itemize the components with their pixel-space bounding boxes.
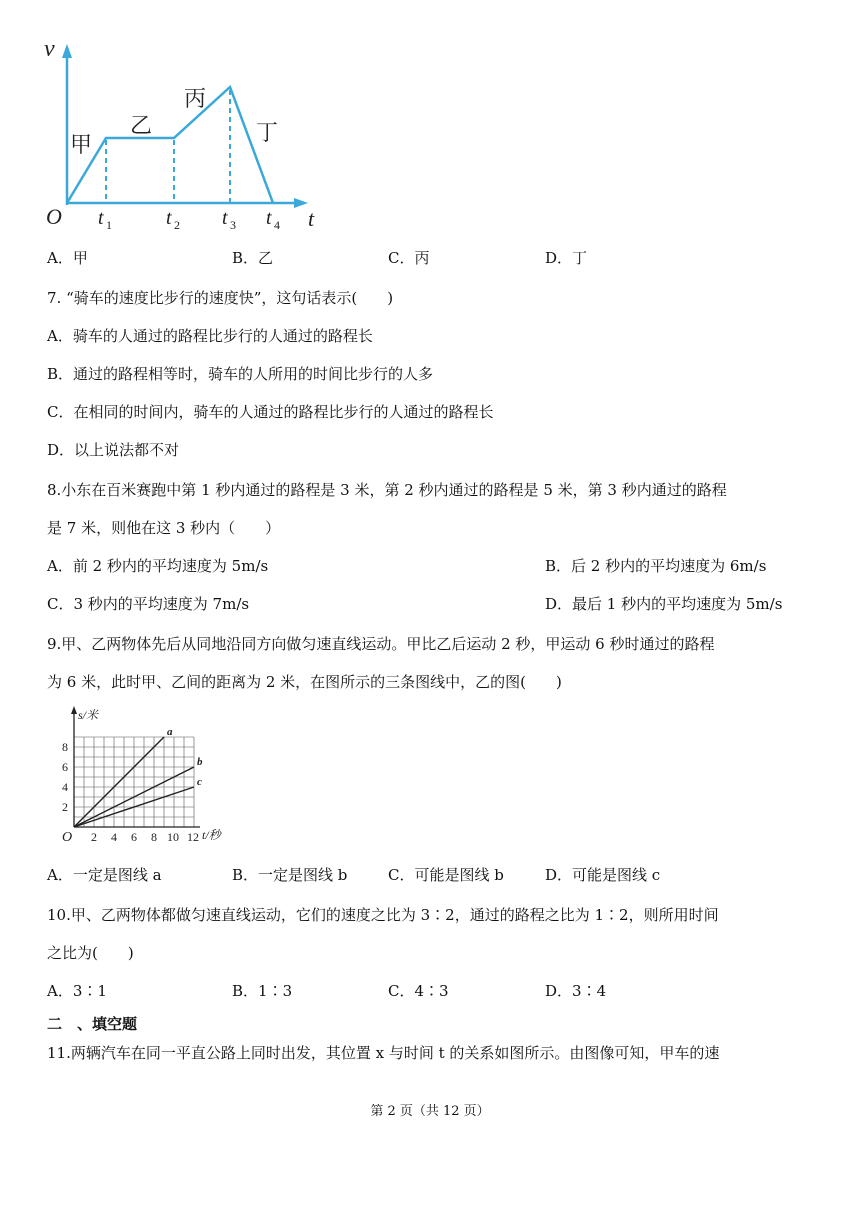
x-tick-label: 10 <box>167 830 179 844</box>
tick-t4 <box>266 207 280 232</box>
origin-label: O <box>46 204 62 229</box>
q9-option-d[interactable]: D．可能是图线 c <box>545 866 661 884</box>
svg-text:t: t <box>222 207 228 229</box>
svg-text:2: 2 <box>174 218 180 232</box>
graph-line-label-c: c <box>197 776 202 789</box>
q10-stem-line1: 10.甲、乙两物体都做匀速直线运动，它们的速度之比为 3∶2，通过的路程之比为 1∶2，则所用时间 <box>47 906 719 924</box>
q8-option-c[interactable]: C．3 秒内的平均速度为 7m/s <box>47 595 250 613</box>
q7-stem: 7. “骑车的速度比步行的速度快”，这句话表示( ) <box>47 289 394 307</box>
s-axis-arrow <box>71 706 77 714</box>
axis-t-label: t <box>308 206 315 231</box>
tick-t2 <box>166 207 180 232</box>
svg-text:t: t <box>166 207 172 229</box>
x-tick-label: 2 <box>91 830 97 844</box>
v-axis-arrow <box>62 44 72 58</box>
q9-option-b[interactable]: B．一定是图线 b <box>232 866 348 884</box>
tick-t3 <box>222 207 236 232</box>
svg-text:4: 4 <box>274 218 280 232</box>
q9-stem-line1: 9.甲、乙两物体先后从同地沿同方向做匀速直线运动。甲比乙后运动 2 秒，甲运动 6 秒时通过的路程 <box>47 635 715 653</box>
svg-text:t: t <box>98 207 104 229</box>
q6-option-b[interactable]: B．乙 <box>232 249 274 267</box>
graph-line-label-a: a <box>167 726 173 738</box>
graph-line-a <box>74 737 164 827</box>
q6-option-a[interactable]: A．甲 <box>47 249 88 267</box>
page-footer: 第 2 页（共 12 页） <box>370 1104 490 1119</box>
q10-option-a[interactable]: A．3∶1 <box>47 982 107 1000</box>
q9-stem-line2: 为 6 米，此时甲、乙间的距离为 2 米，在图所示的三条图线中，乙的图( ) <box>47 673 562 691</box>
origin-label-2: O <box>62 830 73 845</box>
x-tick-label: 4 <box>111 830 117 844</box>
svg-text:3: 3 <box>230 218 236 232</box>
x-tick-label: 8 <box>151 830 157 844</box>
q6-option-d[interactable]: D．丁 <box>545 249 588 267</box>
x-tick-label: 6 <box>131 830 137 844</box>
x-tick-label: 12 <box>187 830 199 844</box>
speed-curve <box>67 87 273 203</box>
q9-option-a[interactable]: A．一定是图线 a <box>47 866 162 884</box>
segment-label-ding: 丁 <box>256 120 279 145</box>
t-axis-arrow <box>294 198 308 208</box>
q7-option-b[interactable]: B．通过的路程相等时，骑车的人所用的时间比步行的人多 <box>47 365 434 383</box>
s-axis-label: s/米 <box>78 708 99 722</box>
y-tick-label: 6 <box>62 760 68 774</box>
y-tick-label: 4 <box>62 780 68 794</box>
segment-label-jia: 甲 <box>70 132 93 157</box>
tick-t1 <box>98 207 112 232</box>
distance-time-graph <box>50 703 290 853</box>
svg-text:1: 1 <box>106 218 112 232</box>
graph-line-label-b: b <box>197 756 203 768</box>
q8-option-a[interactable]: A．前 2 秒内的平均速度为 5m/s <box>47 557 269 575</box>
y-tick-label: 8 <box>62 740 68 754</box>
q7-option-d[interactable]: D．以上说法都不对 <box>47 441 180 459</box>
q10-stem-line2: 之比为( ) <box>47 944 134 962</box>
q8-option-d[interactable]: D．最后 1 秒内的平均速度为 5m/s <box>545 595 783 613</box>
q10-option-b[interactable]: B．1∶3 <box>232 982 293 1000</box>
q10-option-d[interactable]: D．3∶4 <box>545 982 607 1000</box>
t-axis-label: t/秒 <box>202 828 221 842</box>
section-heading-fill-blank: 二 、填空题 <box>47 1015 138 1033</box>
q8-stem-line2: 是 7 米，则他在这 3 秒内（ ） <box>47 519 281 537</box>
q6-option-c[interactable]: C．丙 <box>388 249 430 267</box>
velocity-time-graph <box>0 0 340 240</box>
q8-option-b[interactable]: B．后 2 秒内的平均速度为 6m/s <box>545 557 767 575</box>
q7-option-a[interactable]: A．骑车的人通过的路程比步行的人通过的路程长 <box>47 327 373 345</box>
svg-text:t: t <box>266 207 272 229</box>
q11-stem-line1: 11.两辆汽车在同一平直公路上同时出发，其位置 x 与时间 t 的关系如图所示。由图像可知，甲车的速 <box>47 1044 720 1062</box>
q10-option-c[interactable]: C．4∶3 <box>388 982 449 1000</box>
q8-stem-line1: 8.小东在百米赛跑中第 1 秒内通过的路程是 3 米，第 2 秒内通过的路程是 5 米，第 3 秒内通过的路程 <box>47 481 727 499</box>
axis-v-label: v <box>44 36 55 62</box>
q7-option-c[interactable]: C．在相同的时间内，骑车的人通过的路程比步行的人通过的路程长 <box>47 403 494 421</box>
q9-option-c[interactable]: C．可能是图线 b <box>388 866 504 884</box>
y-tick-label: 2 <box>62 800 68 814</box>
segment-label-bing: 丙 <box>184 86 207 111</box>
segment-label-yi: 乙 <box>130 113 153 138</box>
